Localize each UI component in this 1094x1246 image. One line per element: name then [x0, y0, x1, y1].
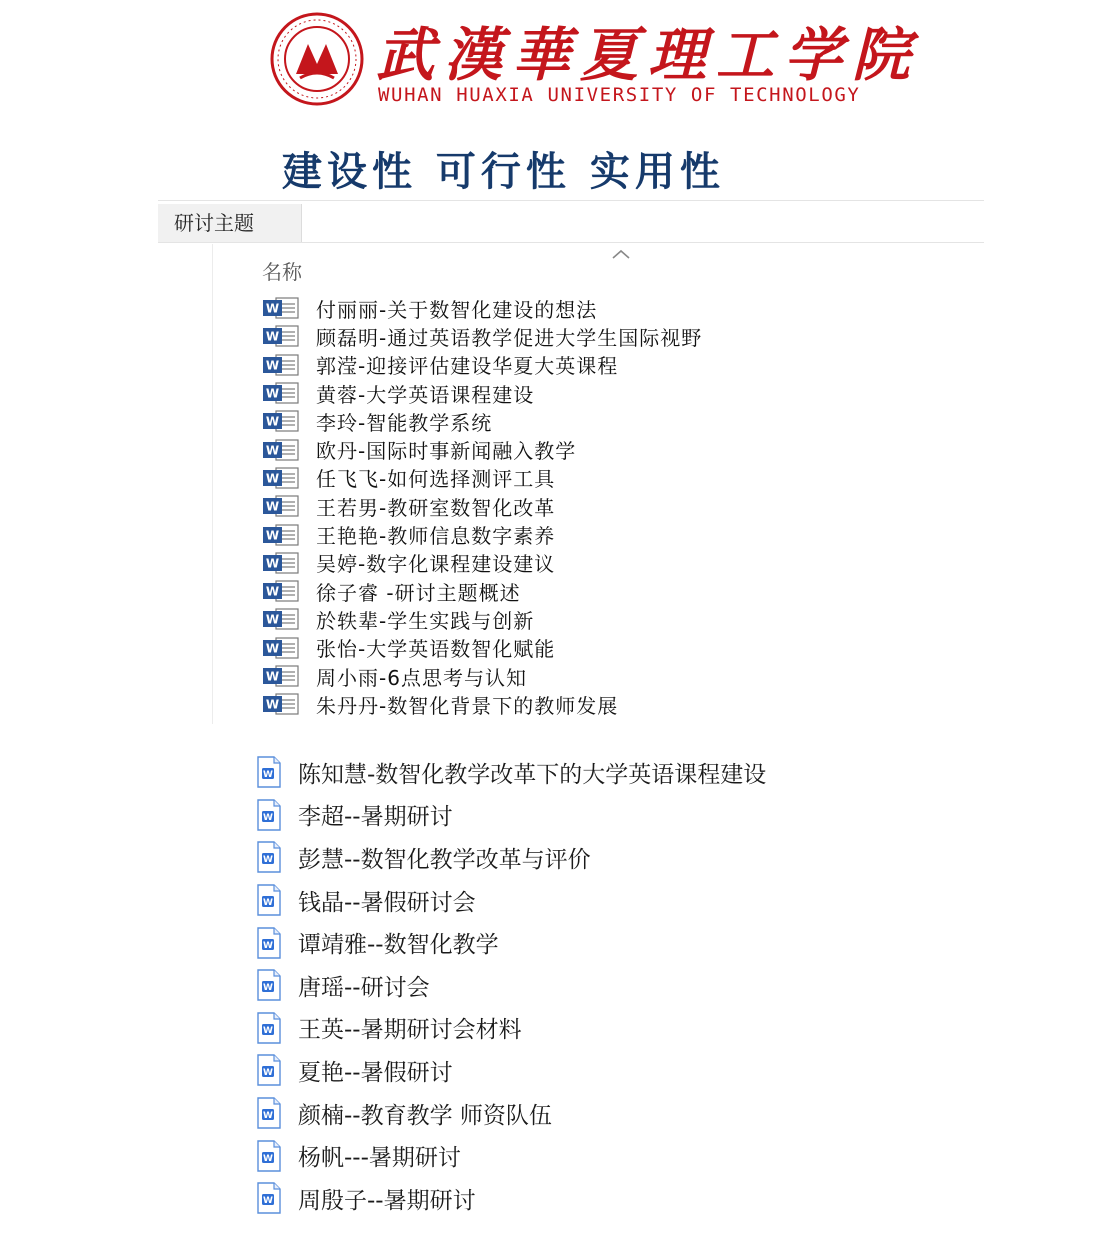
- svg-text:W: W: [265, 556, 280, 571]
- document-row[interactable]: [256, 879, 766, 922]
- document-name: 钱晶--暑假研讨会: [298, 889, 476, 916]
- svg-text:W: W: [263, 1025, 273, 1036]
- svg-text:W: W: [265, 641, 280, 656]
- document-name: 颜楠--教育教学 师资队伍: [298, 1102, 552, 1129]
- file-name: 吴婷-数字化课程建设建议: [316, 552, 556, 577]
- file-explorer-panel: [158, 198, 984, 724]
- svg-text:W: W: [265, 669, 280, 684]
- file-row[interactable]: [262, 407, 702, 435]
- document-row[interactable]: [256, 921, 766, 964]
- word-document-icon: [256, 1012, 282, 1044]
- word-document-icon: [256, 969, 282, 1001]
- svg-text:W: W: [263, 855, 273, 866]
- svg-text:W: W: [263, 1111, 273, 1122]
- file-name: 徐子睿 -研讨主题概述: [316, 580, 521, 605]
- school-name-chinese: 武漢華夏理工学院: [376, 21, 921, 89]
- file-row[interactable]: [262, 634, 702, 662]
- document-name: 杨帆---暑期研讨: [298, 1145, 461, 1172]
- word-document-icon: [256, 884, 282, 916]
- file-name: 朱丹丹-数智化背景下的教师发展: [316, 693, 619, 718]
- svg-text:W: W: [263, 1196, 273, 1207]
- file-name: 顾磊明-通过英语教学促进大学生国际视野: [316, 325, 703, 350]
- document-row[interactable]: [256, 1049, 766, 1092]
- svg-text:W: W: [265, 301, 280, 316]
- file-row[interactable]: [262, 464, 702, 492]
- svg-text:W: W: [263, 898, 273, 909]
- word-document-icon: [256, 927, 282, 959]
- document-name: 彭慧--数智化教学改革与评价: [298, 846, 591, 873]
- navigation-pane-divider[interactable]: [212, 244, 213, 724]
- document-name: 陈知慧-数智化教学改革下的大学英语课程建设: [298, 761, 767, 788]
- file-name: 黄蓉-大学英语课程建设: [316, 382, 535, 407]
- file-row[interactable]: [262, 492, 702, 520]
- document-row[interactable]: [256, 836, 766, 879]
- word-document-icon: [262, 297, 300, 319]
- file-row[interactable]: [262, 549, 702, 577]
- word-document-icon: [262, 439, 300, 461]
- svg-text:W: W: [263, 770, 273, 781]
- document-name: 谭靖雅--数智化教学: [298, 932, 499, 959]
- file-row[interactable]: [262, 379, 702, 407]
- document-row[interactable]: [256, 964, 766, 1007]
- word-document-icon: [262, 325, 300, 347]
- document-row[interactable]: [256, 794, 766, 837]
- document-row[interactable]: [256, 751, 766, 794]
- file-name: 欧丹-国际时事新闻融入教学: [316, 439, 577, 464]
- file-name: 任飞飞-如何选择测评工具: [316, 467, 556, 492]
- school-name-english: WUHAN HUAXIA UNIVERSITY OF TECHNOLOGY: [378, 84, 861, 106]
- svg-text:W: W: [263, 1068, 273, 1079]
- file-name: 张怡-大学英语数智化赋能: [316, 637, 556, 662]
- document-name: 周殷子--暑期研讨: [298, 1187, 476, 1214]
- chevron-up-icon[interactable]: [610, 248, 632, 260]
- file-name: 付丽丽-关于数智化建设的想法: [316, 297, 598, 322]
- word-document-icon: [262, 665, 300, 687]
- svg-text:W: W: [265, 386, 280, 401]
- svg-text:W: W: [265, 612, 280, 627]
- word-document-icon: [262, 495, 300, 517]
- svg-text:W: W: [265, 358, 280, 373]
- svg-text:W: W: [265, 584, 280, 599]
- university-seal-icon: [270, 12, 364, 106]
- file-row[interactable]: [262, 690, 702, 718]
- word-document-icon: [256, 1182, 282, 1214]
- svg-text:W: W: [263, 1153, 273, 1164]
- word-document-icon: [262, 580, 300, 602]
- word-document-icon: [262, 410, 300, 432]
- word-document-icon: [262, 608, 300, 630]
- word-document-icon: [262, 524, 300, 546]
- svg-text:W: W: [265, 499, 280, 514]
- document-row[interactable]: [256, 1177, 766, 1220]
- file-name: 王若男-教研室数智化改革: [316, 495, 556, 520]
- document-name: 夏艳--暑假研讨: [298, 1059, 453, 1086]
- svg-text:W: W: [263, 940, 273, 951]
- file-name: 周小雨-6点思考与认知: [316, 665, 527, 690]
- document-name: 唐瑶--研讨会: [298, 974, 430, 1001]
- word-document-icon: [262, 467, 300, 489]
- document-row[interactable]: [256, 1007, 766, 1050]
- document-row[interactable]: [256, 1134, 766, 1177]
- document-name: 李超--暑期研讨: [298, 804, 453, 831]
- svg-text:W: W: [263, 983, 273, 994]
- word-document-icon: [262, 693, 300, 715]
- file-name: 王艳艳-教师信息数字素养: [316, 524, 556, 549]
- file-row[interactable]: [262, 605, 702, 633]
- word-document-icon: [256, 1140, 282, 1172]
- file-name: 李玲-智能教学系统: [316, 410, 493, 435]
- file-row[interactable]: [262, 351, 702, 379]
- file-row[interactable]: [262, 322, 702, 350]
- word-document-icon: [256, 1097, 282, 1129]
- word-document-icon: [256, 1054, 282, 1086]
- word-document-icon: [262, 637, 300, 659]
- document-row[interactable]: [256, 1092, 766, 1135]
- breadcrumb-folder[interactable]: 研讨主题: [158, 204, 302, 242]
- file-name: 郭滢-迎接评估建设华夏大英课程: [316, 354, 619, 379]
- word-document-icon: [256, 756, 282, 788]
- file-row[interactable]: [262, 435, 702, 463]
- file-name: 於轶辈-学生实践与创新: [316, 608, 535, 633]
- file-row[interactable]: [262, 577, 702, 605]
- word-document-icon: [256, 799, 282, 831]
- word-document-icon: [262, 382, 300, 404]
- word-document-icon: [256, 841, 282, 873]
- file-row[interactable]: [262, 520, 702, 548]
- svg-text:W: W: [265, 697, 280, 712]
- document-list: [256, 751, 766, 1220]
- divider: [158, 200, 984, 201]
- file-row[interactable]: [262, 294, 702, 322]
- slogan-heading: 建设性 可行性 实用性: [282, 149, 725, 195]
- file-list: [262, 294, 702, 718]
- svg-text:W: W: [265, 528, 280, 543]
- word-document-icon: [262, 354, 300, 376]
- address-bar: [158, 204, 984, 243]
- document-name: 王英--暑期研讨会材料: [298, 1017, 522, 1044]
- svg-text:W: W: [263, 812, 273, 823]
- column-header-name[interactable]: 名称: [262, 260, 302, 284]
- svg-text:W: W: [265, 414, 280, 429]
- svg-text:W: W: [265, 443, 280, 458]
- file-row[interactable]: [262, 662, 702, 690]
- word-document-icon: [262, 552, 300, 574]
- svg-text:W: W: [265, 329, 280, 344]
- svg-text:W: W: [265, 471, 280, 486]
